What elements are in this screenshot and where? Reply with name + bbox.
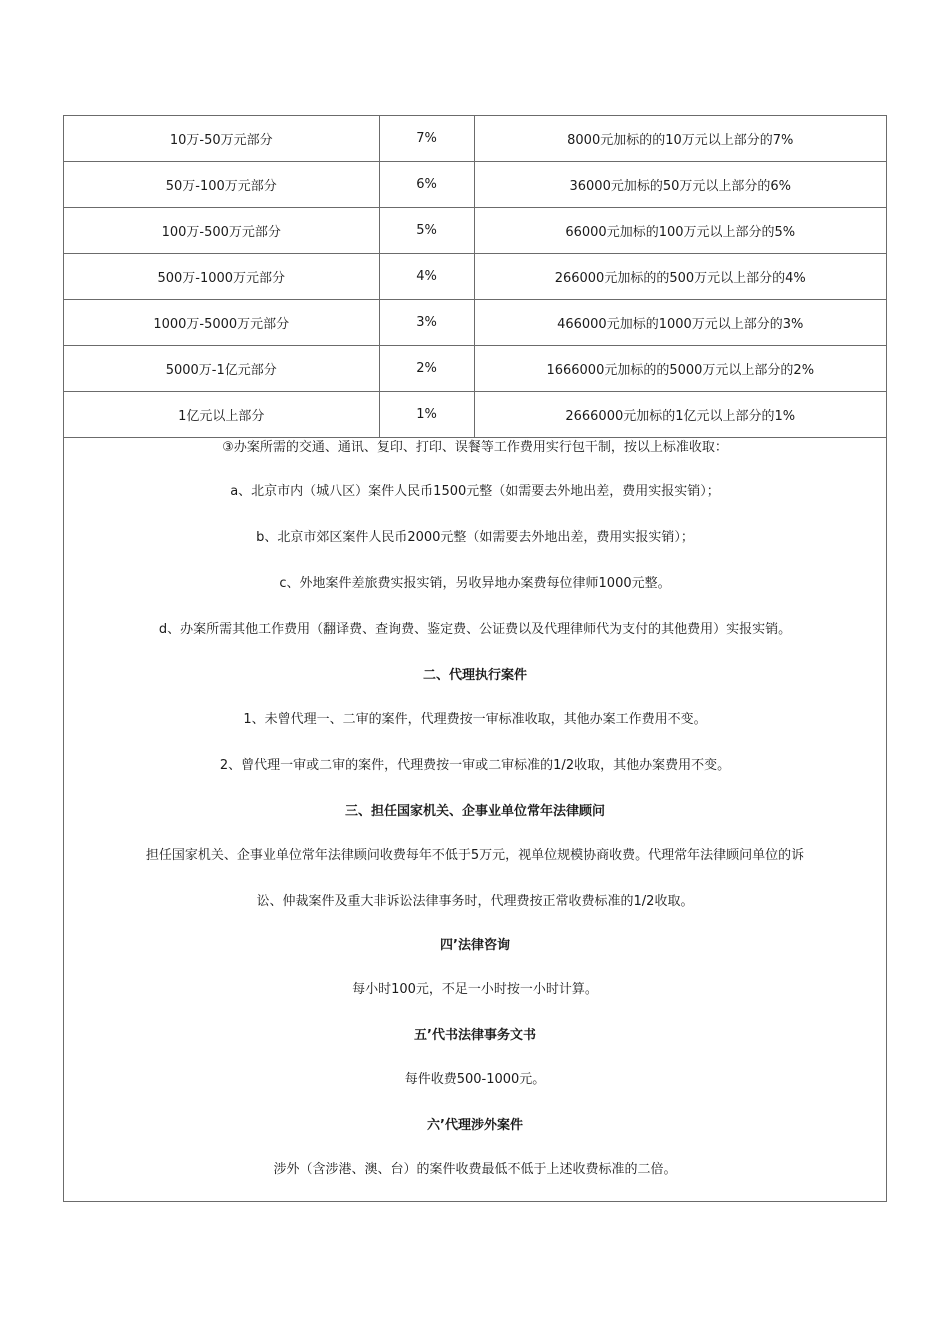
fee-formula-cell: 1666000元加标的的5000万元以上部分的2%	[474, 346, 886, 392]
draft-text: 每件收费500-1000元。	[404, 1072, 546, 1087]
fee-range-cell: 10万-50万元部分	[64, 116, 379, 162]
fee-formula-cell: 66000元加标的100万元以上部分的5%	[474, 208, 886, 254]
table-row	[64, 300, 886, 346]
fee-range-cell: 5000万-1亿元部分	[64, 346, 379, 392]
fee-formula-cell: 2666000元加标的1亿元以上部分的1%	[474, 392, 886, 438]
table-row	[64, 162, 886, 208]
fee-range-cell: 500万-1000万元部分	[64, 254, 379, 300]
section-heading-3: 三、担任国家机关、企事业单位常年法律顾问	[344, 804, 605, 819]
fee-rate-cell: 3%	[379, 300, 474, 346]
table-row	[64, 254, 886, 300]
expense-item-a: a、北京市内（城八区）案件人民币1500元整（如需要去外地出差，费用实报实销）；	[230, 484, 720, 499]
fee-rate-cell: 6%	[379, 162, 474, 208]
section-heading-6: 六’代理涉外案件	[427, 1118, 523, 1133]
fee-range-cell: 50万-100万元部分	[64, 162, 379, 208]
counsel-text-line1: 担任国家机关、企事业单位常年法律顾问收费每年不低于5万元，视单位规模协商收费。代理常年法律顾问单位的诉	[145, 848, 805, 863]
fee-range-cell: 1亿元以上部分	[64, 392, 379, 438]
execution-item-1: 1、未曾代理一、二审的案件，代理费按一审标准收取，其他办案工作费用不变。	[243, 712, 707, 727]
fee-range-cell: 1000万-5000万元部分	[64, 300, 379, 346]
section-heading-5: 五’代书法律事务文书	[414, 1028, 536, 1043]
table-row	[64, 116, 886, 162]
expense-item-d: d、办案所需其他工作费用（翻译费、查询费、鉴定费、公证费以及代理律师代为支付的其他费用）实报实销。	[158, 622, 792, 637]
counsel-text-line2: 讼、仲裁案件及重大非诉讼法律事务时，代理费按正常收费标准的1/2收取。	[256, 894, 694, 909]
fee-formula-cell: 36000元加标的50万元以上部分的6%	[474, 162, 886, 208]
section-heading-2: 二、代理执行案件	[422, 668, 527, 683]
consult-text: 每小时100元，不足一小时按一小时计算。	[352, 982, 598, 997]
expense-item-c: c、外地案件差旅费实报实销，另收异地办案费每位律师1000元整。	[279, 576, 671, 591]
fee-rate-cell: 1%	[379, 392, 474, 438]
fee-rate-cell: 2%	[379, 346, 474, 392]
table-row	[64, 208, 886, 254]
foreign-text: 涉外（含涉港、澳、台）的案件收费最低不低于上述收费标准的二倍。	[273, 1162, 677, 1177]
expenses-intro: ③办案所需的交通、通讯、复印、打印、误餐等工作费用实行包干制，按以上标准收取：	[222, 440, 728, 455]
fee-rate-cell: 5%	[379, 208, 474, 254]
fee-rate-cell: 7%	[379, 116, 474, 162]
fee-table	[64, 116, 886, 438]
expense-item-b: b、北京市郊区案件人民币2000元整（如需要去外地出差，费用实报实销）；	[256, 530, 694, 545]
fee-table-body	[64, 116, 886, 438]
fee-range-cell: 100万-500万元部分	[64, 208, 379, 254]
table-row	[64, 392, 886, 438]
fee-formula-cell: 466000元加标的1000万元以上部分的3%	[474, 300, 886, 346]
section-heading-4: 四’法律咨询	[440, 938, 510, 953]
fee-formula-cell: 8000元加标的的10万元以上部分的7%	[474, 116, 886, 162]
fee-rate-cell: 4%	[379, 254, 474, 300]
fee-document	[63, 115, 887, 1202]
document-body	[64, 437, 886, 1181]
fee-formula-cell: 266000元加标的的500万元以上部分的4%	[474, 254, 886, 300]
table-row	[64, 346, 886, 392]
execution-item-2: 2、曾代理一审或二审的案件，代理费按一审或二审标准的1/2收取，其他办案费用不变。	[219, 758, 731, 773]
